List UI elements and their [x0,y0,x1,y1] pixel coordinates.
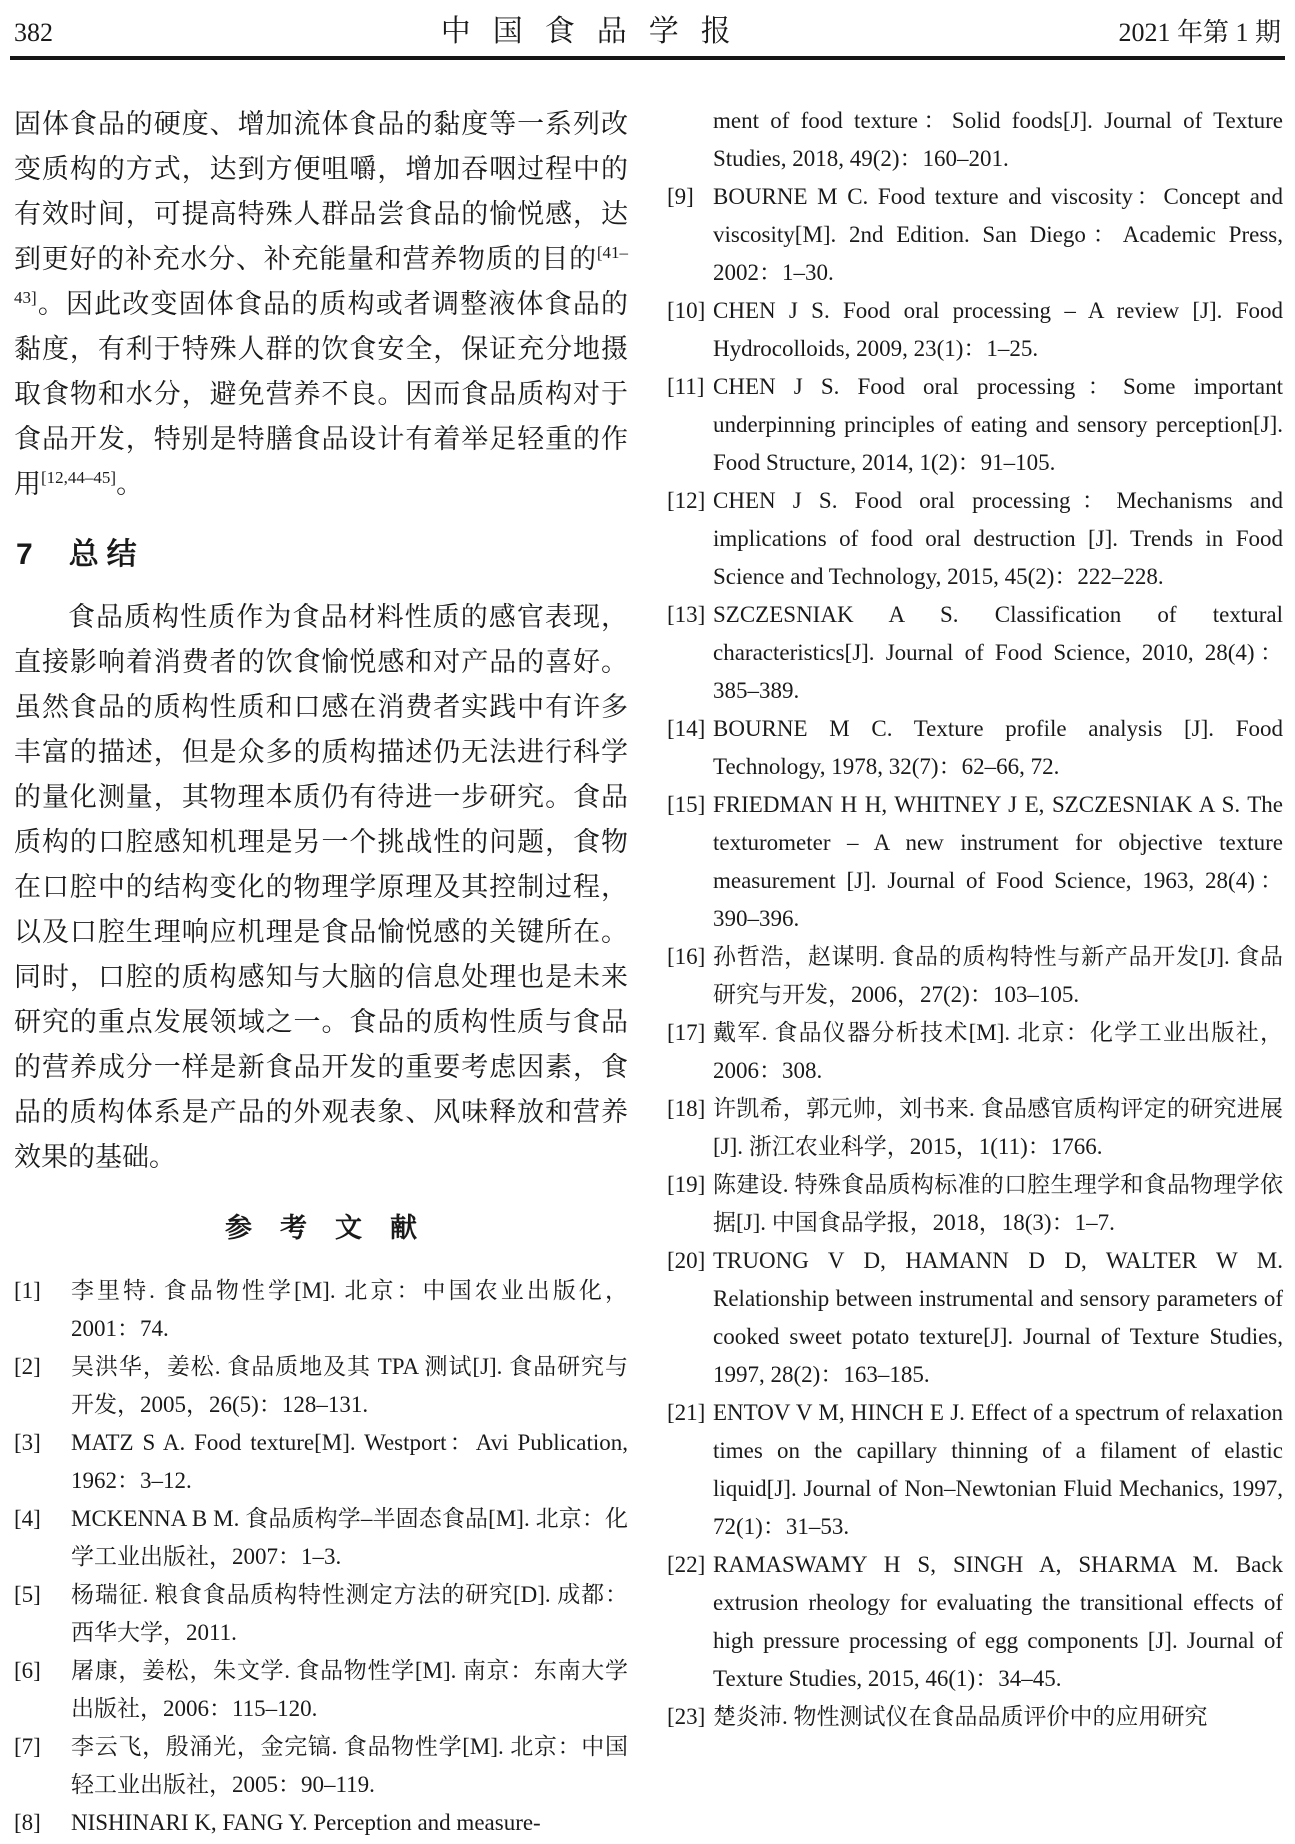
reference-label: [15] [667,792,706,817]
left-column [14,102,628,1842]
reference-label: [9] [667,184,694,209]
reference-item [14,1652,628,1728]
reference-item [667,1014,1283,1090]
references-heading: 参考文献 [225,1213,445,1243]
reference-item [667,1166,1283,1242]
summary-paragraph: 食品质构性质作为食品材料性质的感官表现，直接影响着消费者的饮食愉悦感和对产品的喜好。虽然食品的质构性质和口感在消费者实践中有许多丰富的描述，但是众多的质构描述仍无法进行科学的量化测量，其物理本质仍有待进一步研究。食品质构的口腔感知机理是另一个挑战性的问题，食物在口腔中的结构变化的物理学原理及其控制过程，以及口腔生理响应机理是食品愉悦感的关键所在。同时，口腔的质构感知与大脑的信息处理也是未来研究的重点发展领域之一。食品的质构性质与食品的营养成分一样是新食品开发的重要考虑因素，食品的质构体系是产品的外观表象、风味释放和营养效果的基础。 [14,602,628,1172]
reference-label: [12] [667,488,706,513]
reference-item [14,1348,628,1424]
reference-label: [8] [14,1810,41,1835]
reference-item [667,1546,1283,1698]
journal-title: 中国食品学报 [440,15,753,48]
reference-item [14,1576,628,1652]
reference-text: 戴军. 食品仪器分析技术[M]. 北京：化学工业出版社，2006：308. [713,1020,1283,1083]
reference-text: 李云飞，殷涌光，金完镐. 食品物性学[M]. 北京：中国轻工业出版社，2005：90–119. [71,1734,628,1797]
references-list-right [667,102,1283,1736]
reference-label: [1] [14,1278,41,1303]
reference-item [667,178,1283,292]
issue-label: 2021 年第 1 期 [1118,18,1281,47]
reference-item [667,786,1283,938]
intro-text-3: 。 [116,469,144,499]
reference-item [667,596,1283,710]
citation-superscript: [41–43] [14,243,628,307]
reference-label: [20] [667,1248,706,1273]
reference-label: [4] [14,1506,41,1531]
reference-item [14,1728,628,1804]
reference-label: [3] [14,1430,41,1455]
reference-label: [17] [667,1020,706,1045]
reference-label: [11] [667,374,705,399]
reference-label: [13] [667,602,706,627]
reference-item [14,1424,628,1500]
reference-text: 吴洪华，姜松. 食品质地及其 TPA 测试[J]. 食品研究与开发，2005，26(5)：128–131. [71,1354,628,1417]
reference-text: ENTOV V M, HINCH E J. Effect of a spectrum of relaxation times on the capillary thinning of a filament of elastic liquid[J]. Journal of Non–Newtonian Fluid Mechanics, 1997, 72(1)：31–53. [713,1400,1283,1539]
reference-text: TRUONG V D, HAMANN D D, WALTER W M. Relationship between instrumental and sensory parameters of cooked sweet potato texture[J]. Journal of Texture Studies, 1997, 28(2)：163–185. [713,1248,1283,1387]
intro-paragraph [14,102,628,507]
reference-label: [2] [14,1354,41,1379]
reference-text: ment of food texture：Solid foods[J]. Journal of Texture Studies, 2018, 49(2)：160–201. [713,108,1283,171]
reference-text: BOURNE M C. Food texture and viscosity：Concept and viscosity[M]. 2nd Edition. San Diego：Academic Press, 2002：1–30. [713,184,1283,285]
page-number: 382 [14,18,53,47]
reference-text: 孙哲浩，赵谋明. 食品的质构特性与新产品开发[J]. 食品研究与开发，2006，27(2)：103–105. [713,944,1283,1007]
reference-label: [6] [14,1658,41,1683]
reference-item [14,1500,628,1576]
reference-item [667,482,1283,596]
right-column [667,102,1283,1842]
reference-label: [5] [14,1582,41,1607]
reference-text: NISHINARI K, FANG Y. Perception and measure- [71,1810,541,1835]
section-heading [16,537,628,573]
reference-label: [7] [14,1734,41,1759]
reference-text: 许凯希，郭元帅，刘书来. 食品感官质构评定的研究进展[J]. 浙江农业科学，2015，1(11)：1766. [713,1096,1283,1159]
intro-text-1: 固体食品的硬度、增加流体食品的黏度等一系列改变质构的方式，达到方便咀嚼，增加吞咽过程中的有效时间，可提高特殊人群品尝食品的愉悦感，达到更好的补充水分、补充能量和营养物质的目的 [14,109,628,274]
reference-text: BOURNE M C. Texture profile analysis [J]. Food Technology, 1978, 32(7)：62–66, 72. [713,716,1283,779]
two-column-body [0,60,1295,1842]
section-number: 7 [16,538,33,571]
reference-label: [19] [667,1172,706,1197]
reference-text: 楚炎沛. 物性测试仪在食品品质评价中的应用研究 [713,1704,1208,1729]
reference-item [667,1698,1283,1736]
reference-label: [18] [667,1096,706,1121]
reference-text: 屠康，姜松，朱文学. 食品物性学[M]. 南京：东南大学出版社，2006：115–120. [71,1658,628,1721]
reference-item [667,938,1283,1014]
reference-label: [14] [667,716,706,741]
page-header [0,0,1295,48]
reference-text: FRIEDMAN H H, WHITNEY J E, SZCZESNIAK A S. The texturometer – A new instrument for objective texture measurement [J]. Journal of Food Science, 1963, 28(4)：390–396. [713,792,1283,931]
reference-item [14,1804,628,1842]
reference-text: RAMASWAMY H S, SINGH A, SHARMA M. Back extrusion rheology for evaluating the transitional effects of high pressure processing of egg components [J]. Journal of Texture Studies, 2015, 46(1)：34–45. [713,1552,1283,1691]
reference-label: [16] [667,944,706,969]
reference-item [14,1272,628,1348]
reference-text: CHEN J S. Food oral processing：Mechanisms and implications of food oral destruction [J]. Trends in Food Science and Technology, 2015, 45(2)：222–228. [713,488,1283,589]
reference-label [667,102,713,178]
references-list-left [14,1272,628,1842]
reference-item [667,710,1283,786]
reference-text: MCKENNA B M. 食品质构学–半固态食品[M]. 北京：化学工业出版社，2007：1–3. [71,1506,628,1569]
reference-item [667,1394,1283,1546]
reference-text: MATZ S A. Food texture[M]. Westport：Avi Publication, 1962：3–12. [71,1430,628,1493]
intro-text-2: 。因此改变固体食品的质构或者调整液体食品的黏度，有利于特殊人群的饮食安全，保证充分地摄取食物和水分，避免营养不良。因而食品质构对于食品开发，特别是特膳食品设计有着举足轻重的作用 [14,289,628,499]
reference-label: [10] [667,298,706,323]
reference-item [667,368,1283,482]
reference-text: SZCZESNIAK A S. Classification of textural characteristics[J]. Journal of Food Science, 2010, 28(4)：385–389. [713,602,1283,703]
section-title: 总结 [68,538,145,571]
reference-item [667,292,1283,368]
reference-item [667,1090,1283,1166]
reference-label: [23] [667,1704,706,1729]
reference-text: 陈建设. 特殊食品质构标准的口腔生理学和食品物理学依据[J]. 中国食品学报，2018，18(3)：1–7. [713,1172,1283,1235]
reference-item-continuation [667,102,1283,178]
reference-text: CHEN J S. Food oral processing – A review [J]. Food Hydrocolloids, 2009, 23(1)：1–25. [713,298,1283,361]
reference-text: 杨瑞征. 粮食食品质构特性测定方法的研究[D]. 成都：西华大学，2011. [71,1582,628,1645]
reference-label: [22] [667,1552,706,1577]
reference-item [667,1242,1283,1394]
citation-superscript: [12,44–45] [41,468,117,487]
reference-text: 李里特. 食品物性学[M]. 北京：中国农业出版化，2001：74. [71,1278,628,1341]
reference-text: CHEN J S. Food oral processing：Some important underpinning principles of eating and sensory perception[J]. Food Structure, 2014, 1(2)：91–105. [713,374,1283,475]
reference-label: [21] [667,1400,706,1425]
